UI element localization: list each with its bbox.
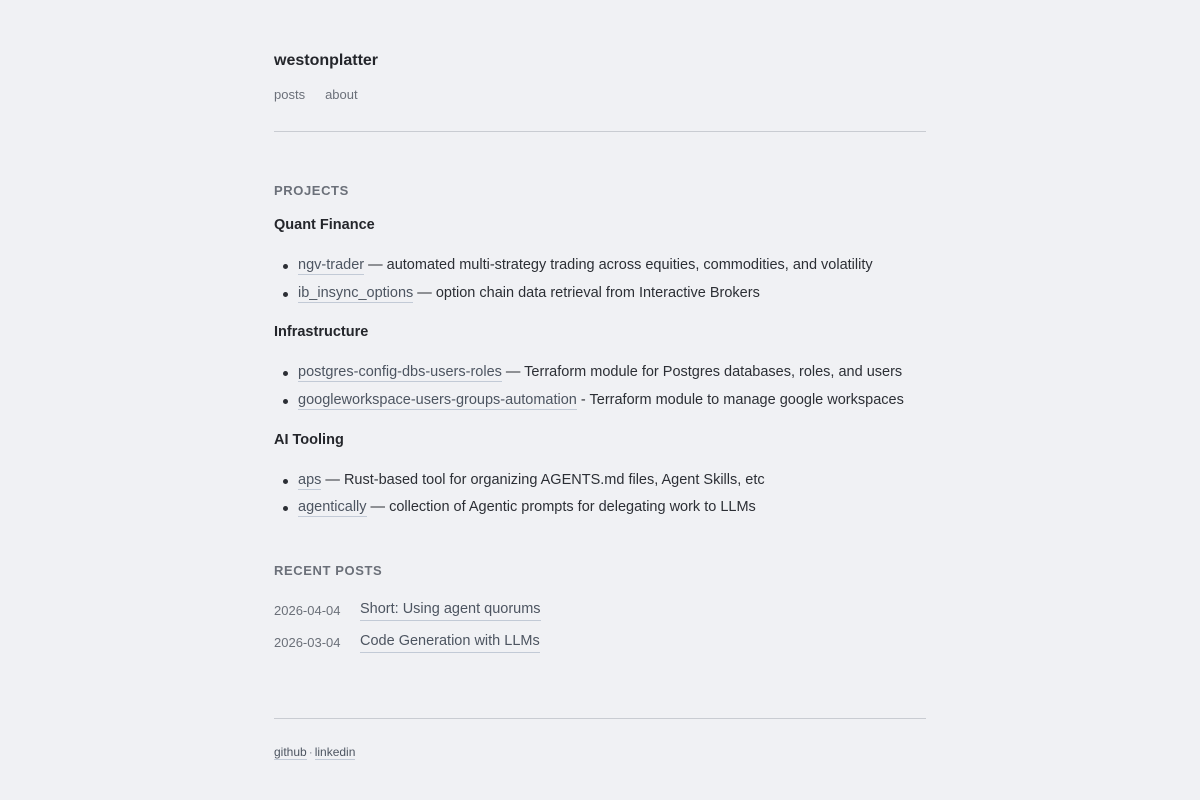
- projects-heading: PROJECTS: [274, 183, 349, 198]
- post-link[interactable]: Short: Using agent quorums: [360, 601, 541, 621]
- bullet-icon: [283, 292, 288, 297]
- bullet-icon: [283, 371, 288, 376]
- footer: [274, 745, 355, 759]
- group-title-infrastructure: Infrastructure: [274, 324, 369, 340]
- footer-divider: [274, 718, 926, 719]
- bullet-icon: [283, 264, 288, 269]
- nav-about-link[interactable]: about: [325, 87, 358, 102]
- nav-posts-link[interactable]: posts: [274, 87, 306, 102]
- project-description: — collection of Agentic prompts for delegating work to LLMs: [366, 499, 756, 515]
- header-divider: [274, 131, 926, 132]
- bullet-icon: [283, 506, 288, 511]
- post-link[interactable]: Code Generation with LLMs: [360, 633, 540, 653]
- footer-linkedin-link[interactable]: linkedin: [314, 745, 356, 759]
- footer-github-link[interactable]: github: [274, 745, 307, 759]
- project-description: — option chain data retrieval from Interactive Brokers: [413, 285, 760, 301]
- project-link-googleworkspace[interactable]: googleworkspace-users-groups-automation: [298, 392, 577, 408]
- project-description: — Terraform module for Postgres databases, roles, and users: [501, 364, 903, 380]
- site-title[interactable]: westonplatter: [274, 52, 379, 69]
- project-description: — Rust-based tool for organizing AGENTS.md files, Agent Skills, etc: [321, 472, 765, 488]
- project-description: - Terraform module to manage google workspaces: [576, 392, 904, 408]
- project-link-ngv-trader[interactable]: ngv-trader: [298, 257, 365, 273]
- post-date: 2026-03-04: [274, 635, 341, 650]
- project-link-ib-insync-options[interactable]: ib_insync_options: [298, 285, 414, 301]
- bullet-icon: [283, 399, 288, 404]
- post-date: 2026-04-04: [274, 603, 341, 618]
- main-nav: [274, 87, 378, 102]
- group-title-ai-tooling: AI Tooling: [274, 432, 344, 448]
- project-description: — automated multi-strategy trading across equities, commodities, and volatility: [364, 257, 873, 273]
- project-link-aps[interactable]: aps: [298, 472, 322, 488]
- footer-separator: ·: [308, 745, 313, 759]
- project-link-agentically[interactable]: agentically: [298, 499, 367, 515]
- recent-posts-heading: RECENT POSTS: [274, 563, 383, 578]
- group-title-quant-finance: Quant Finance: [274, 217, 375, 233]
- bullet-icon: [283, 479, 288, 484]
- project-link-postgres-config[interactable]: postgres-config-dbs-users-roles: [298, 364, 502, 380]
